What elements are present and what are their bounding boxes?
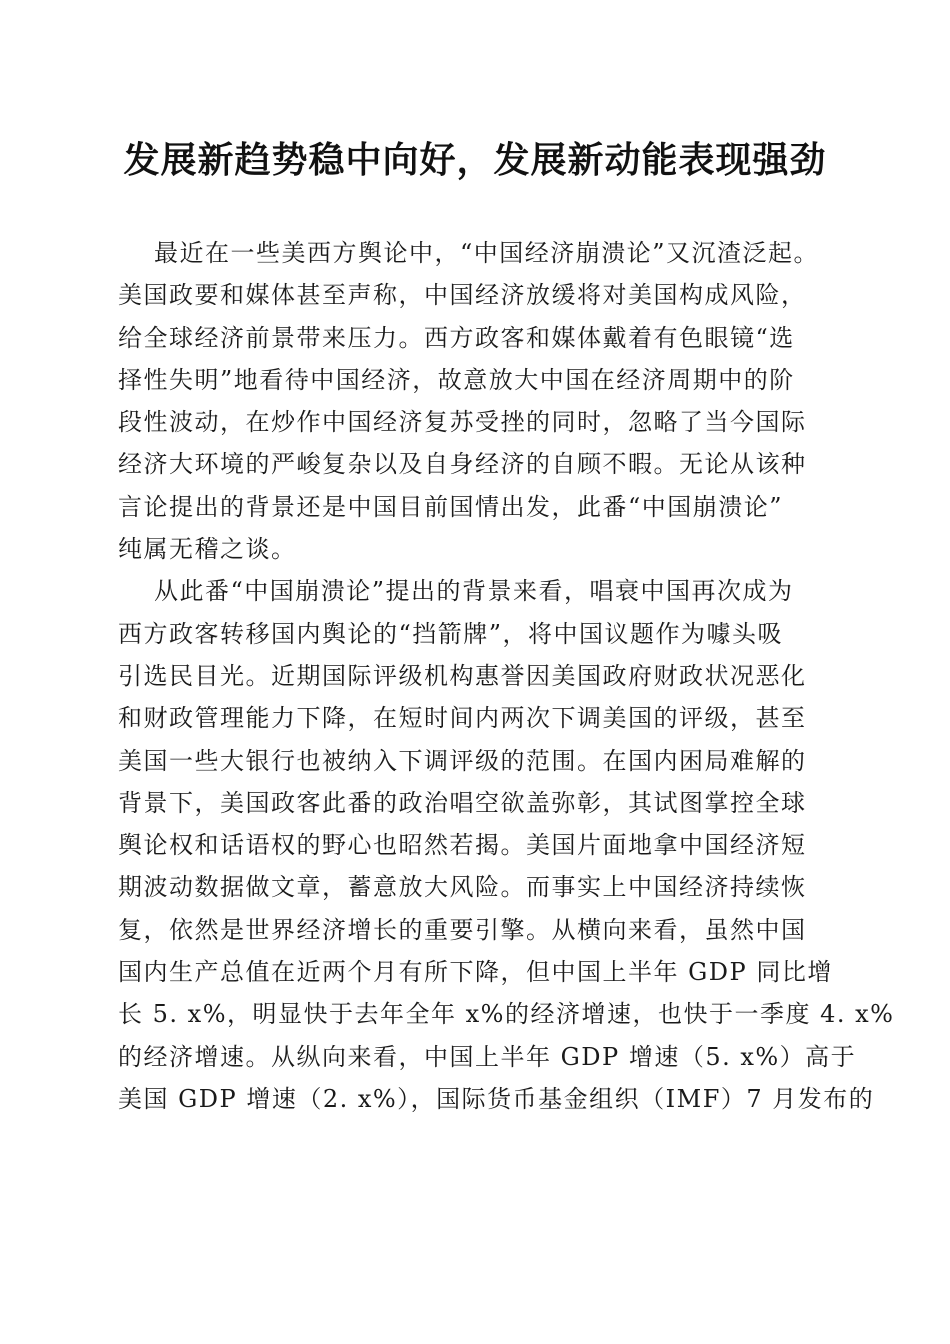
text-line: 西方政客转移国内舆论的“挡箭牌”，将中国议题作为噱头吸 bbox=[118, 619, 784, 648]
text-line: 舆论权和话语权的野心也昭然若揭。美国片面地拿中国经济短 bbox=[118, 831, 807, 860]
text-line: 从此番“中国崩溃论”提出的背景来看，唱衰中国再次成为 bbox=[154, 577, 794, 606]
text-line: 最近在一些美西方舆论中，“中国经济崩溃论”又沉渣泛起。 bbox=[154, 239, 820, 267]
text-line: 和财政管理能力下降，在短时间内两次下调美国的评级，甚至 bbox=[118, 704, 807, 733]
text-line: 美国 GDP 增速（2. x%），国际货币基金组织（IMF）7 月发布的 bbox=[118, 1084, 875, 1113]
text-line: 段性波动，在炒作中国经济复苏受挫的同时，忽略了当今国际 bbox=[118, 408, 807, 437]
text-line: 经济大环境的严峻复杂以及自身经济的自顾不暇。无论从该种 bbox=[118, 450, 807, 479]
text-line: 美国一些大银行也被纳入下调评级的范围。在国内困局难解的 bbox=[118, 746, 807, 775]
text-line: 美国政要和媒体甚至声称，中国经济放缓将对美国构成风险， bbox=[118, 281, 807, 310]
text-line: 给全球经济前景带来压力。西方政客和媒体戴着有色眼镜“选 bbox=[118, 323, 795, 352]
text-line: 择性失明”地看待中国经济，故意放大中国在经济周期中的阶 bbox=[118, 365, 795, 394]
text-line: 国内生产总值在近两个月有所下降，但中国上半年 GDP 同比增 bbox=[118, 958, 833, 987]
text-line: 复，依然是世界经济增长的重要引擎。从横向来看，虽然中国 bbox=[118, 915, 807, 944]
document-body bbox=[118, 232, 895, 1120]
text-line: 引选民目光。近期国际评级机构惠誉因美国政府财政状况恶化 bbox=[118, 661, 807, 690]
text-line: 期波动数据做文章，蓄意放大风险。而事实上中国经济持续恢 bbox=[118, 873, 807, 902]
text-line: 长 5. x%，明显快于去年全年 x%的经济增速，也快于一季度 4. x% bbox=[118, 1000, 895, 1029]
text-line: 背景下，美国政客此番的政治唱空欲盖弥彰，其试图掌控全球 bbox=[118, 788, 807, 817]
text-line: 纯属无稽之谈。 bbox=[118, 535, 297, 564]
paragraph-2 bbox=[118, 570, 895, 1120]
document-title: 发展新趋势稳中向好，发展新动能表现强劲 bbox=[123, 139, 827, 181]
text-line: 言论提出的背景还是中国目前国情出发，此番“中国崩溃论” bbox=[118, 492, 784, 521]
paragraph-1 bbox=[118, 232, 830, 570]
text-line: 的经济增速。从纵向来看，中国上半年 GDP 增速（5. x%）高于 bbox=[118, 1042, 857, 1071]
